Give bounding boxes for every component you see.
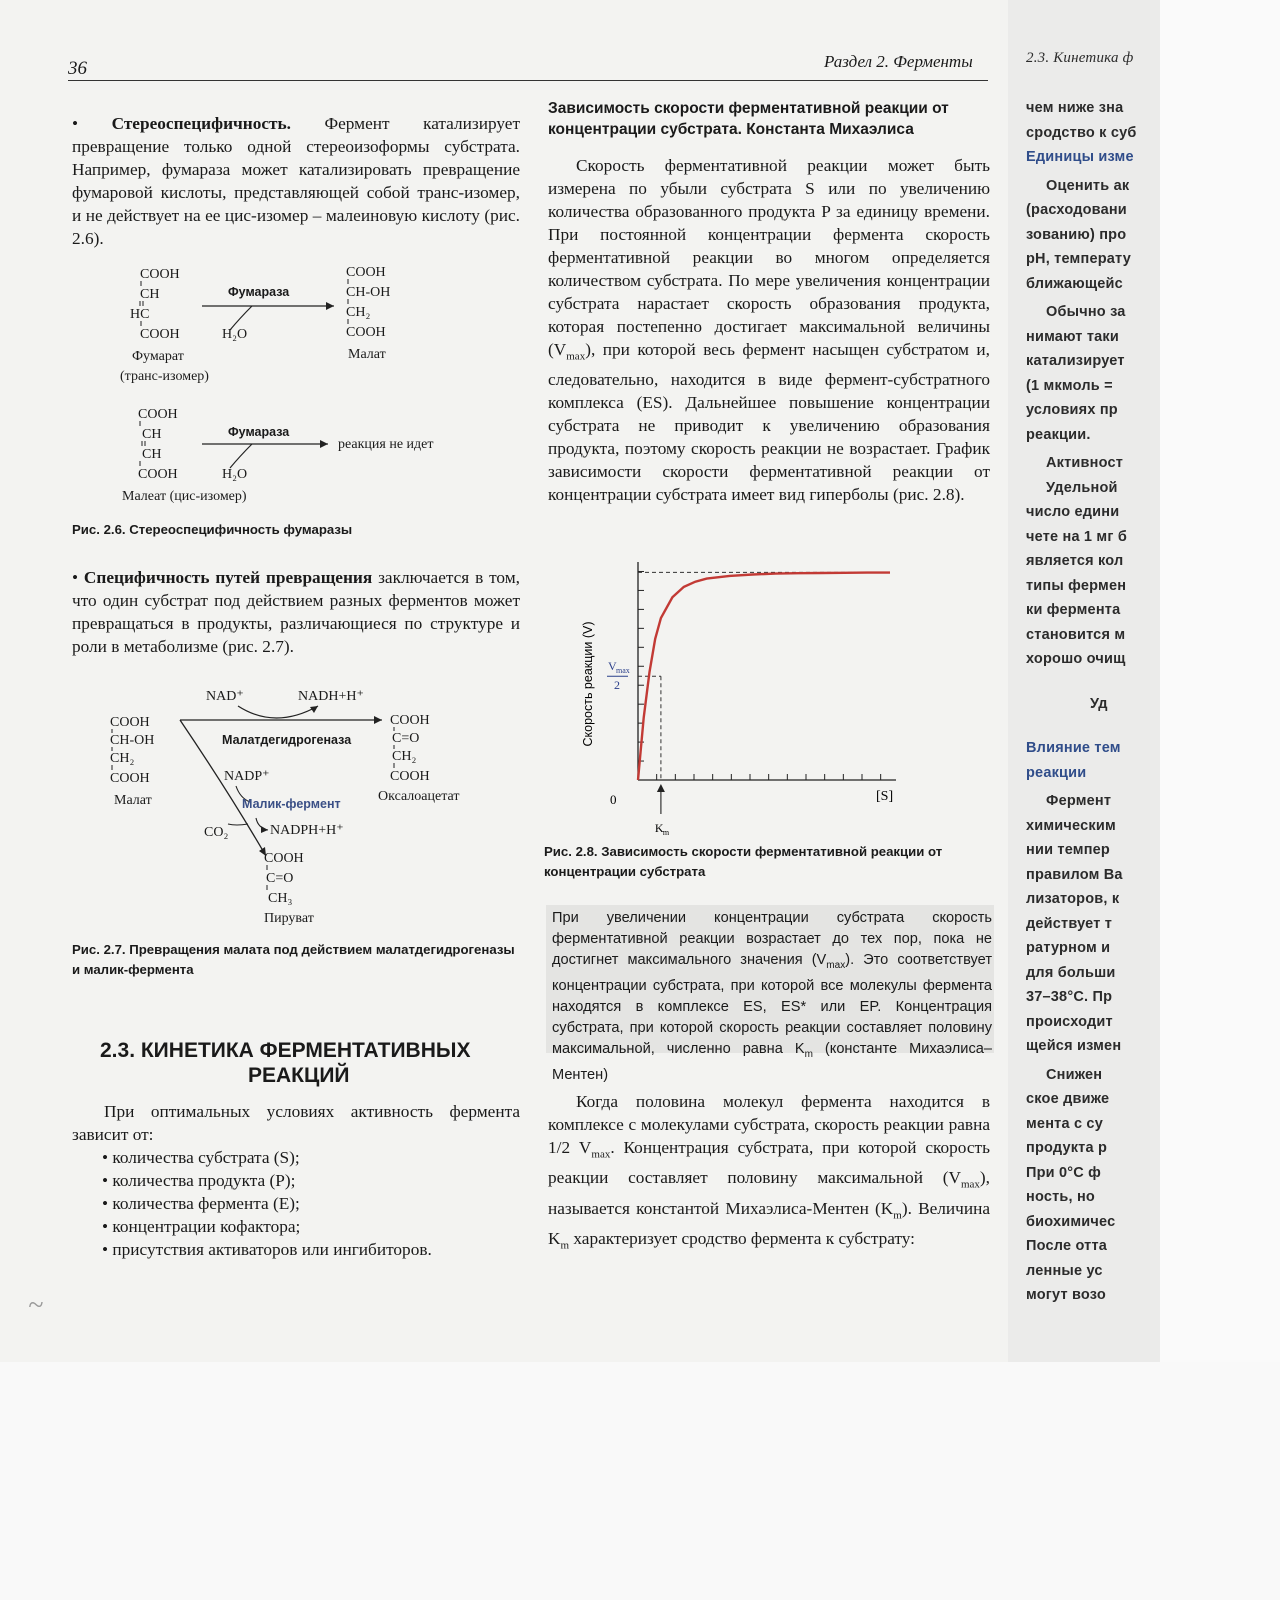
malate-choh: CH-OH bbox=[110, 733, 155, 748]
water-top: H₂O bbox=[222, 327, 248, 342]
next-page-line: химическим bbox=[1026, 817, 1116, 834]
next-page-line: нимают таки bbox=[1026, 328, 1119, 345]
next-page-line: биохимичес bbox=[1026, 1213, 1116, 1230]
maleate-name: Малеат (цис-изомер) bbox=[122, 489, 247, 504]
figure-2-8-caption: Рис. 2.8. Зависимость скорости ферментативной реакции от концентрации субстрата bbox=[544, 844, 943, 879]
next-page-line: для больши bbox=[1026, 964, 1116, 981]
next-page-line: ское движе bbox=[1026, 1091, 1110, 1107]
fumarate-cooh-top: COOH bbox=[140, 267, 180, 282]
oxaloacetate-cooh-bottom: COOH bbox=[390, 769, 430, 784]
list-item: • концентрации кофактора; bbox=[102, 1217, 301, 1236]
saturation-curve bbox=[638, 573, 890, 780]
y-axis-label: Скорость реакции (V) bbox=[581, 621, 595, 747]
next-page-line: условиях пр bbox=[1026, 402, 1118, 418]
maleate-cooh-top: COOH bbox=[138, 407, 178, 422]
malate-ch2: CH₂ bbox=[346, 305, 371, 320]
figure-2-6-caption: Рис. 2.6. Стереоспецифичность фумаразы bbox=[72, 522, 353, 537]
next-page-line: pH, температу bbox=[1026, 251, 1131, 267]
x-axis-label: [S] bbox=[876, 789, 894, 804]
next-page-line: 37–38°C. Пр bbox=[1026, 989, 1113, 1005]
next-page-line: катализирует bbox=[1026, 353, 1125, 369]
next-page-line: После отта bbox=[1026, 1238, 1108, 1254]
next-page-line: является кол bbox=[1026, 553, 1124, 569]
list-item: • присутствия активаторов или ингибиторов. bbox=[102, 1240, 432, 1259]
next-page-line: ность, но bbox=[1026, 1189, 1095, 1205]
next-page-line: Удельной bbox=[1046, 479, 1118, 496]
malate-name-top: Малат bbox=[348, 347, 386, 362]
list-item: • количества продукта (P); bbox=[102, 1171, 296, 1190]
next-page-line: нии темпер bbox=[1026, 842, 1110, 858]
x-ticks bbox=[657, 774, 881, 780]
next-page-line: Обычно за bbox=[1046, 304, 1126, 320]
next-page-line: чем ниже зна bbox=[1026, 100, 1124, 116]
next-page-line: Снижен bbox=[1046, 1066, 1103, 1083]
next-page-line: (расходовани bbox=[1026, 202, 1127, 218]
fumarase-label-bottom: Фумараза bbox=[228, 425, 290, 439]
half-vmax-label bbox=[607, 659, 630, 692]
oxaloacetate-ch2: CH₂ bbox=[392, 749, 417, 764]
malate-cooh-top: COOH bbox=[110, 715, 150, 730]
svg-text:max: max bbox=[616, 666, 630, 676]
fumarate-cooh-bottom: COOH bbox=[140, 327, 180, 342]
origin-label: 0 bbox=[610, 792, 617, 807]
running-head: Раздел 2. Ферменты bbox=[824, 52, 973, 71]
next-page-line: Активност bbox=[1046, 455, 1124, 471]
malate-ch2: CH₂ bbox=[110, 751, 135, 766]
next-page-line: ки фермента bbox=[1026, 602, 1121, 618]
km-arrow-head bbox=[657, 784, 665, 792]
maleate-ch2: CH bbox=[142, 447, 162, 462]
figure-2-7 bbox=[100, 684, 500, 936]
next-page-line: Влияние тем bbox=[1026, 740, 1121, 756]
next-page-line: могут возо bbox=[1026, 1287, 1106, 1303]
next-page-line: мента с су bbox=[1026, 1115, 1103, 1132]
malic-enzyme-label: Малик-фермент bbox=[242, 797, 341, 811]
malate-cooh-bottom: COOH bbox=[346, 325, 386, 340]
stereospecificity-term: Стереоспецифичность. bbox=[111, 114, 291, 133]
nadp-label: NADP⁺ bbox=[224, 769, 270, 784]
next-page-line: Уд bbox=[1090, 695, 1108, 712]
svg-text:V: V bbox=[608, 659, 617, 674]
next-page-line: число едини bbox=[1026, 504, 1120, 520]
activity-factors bbox=[72, 1100, 520, 1261]
next-page-line: происходит bbox=[1026, 1013, 1113, 1030]
path-specificity-paragraph: • Специфичность путей превращения заключается в том, что один субстрат под действием разных ферментов может превращаться в продукты, различающиеся по структуре и роли в метаболизме (рис. 2.7). bbox=[72, 568, 520, 656]
figure-2-8-chart bbox=[574, 548, 900, 838]
next-page-line: щейся измен bbox=[1026, 1038, 1122, 1054]
next-page-line: Фермент bbox=[1046, 793, 1112, 809]
km-paragraph: Когда половина молекул фермента находится в комплексе с молекулами субстрата, скорость реакции равна 1/2 $V_{max}$. Концентрация субстрата, при которой скорость реакции составляет половину максимальной $(V_{max})$, называется константой Михаэлиса-Ментен $(K_m)$. Величина $K_m$ характеризует сродство фермента к субстрату: bbox=[548, 1092, 991, 1252]
subheading: Зависимость скорости ферментативной реакции от концентрации субстрата. Константа Михаэлиса bbox=[548, 100, 949, 138]
maleate-ch1: CH bbox=[142, 427, 162, 442]
next-page-head: 2.3. Кинетика ф bbox=[1026, 50, 1134, 66]
section-title: 2.3. КИНЕТИКА ФЕРМЕНТАТИВНЫХ РЕАКЦИЙ bbox=[100, 1039, 471, 1087]
next-page-line: продукта р bbox=[1026, 1140, 1108, 1156]
svg-text:2: 2 bbox=[614, 678, 620, 693]
km-label bbox=[655, 821, 670, 837]
figure-2-7-caption: Рис. 2.7. Превращения малата под действием малатдегидрогеназы и малик-фермента bbox=[72, 942, 515, 977]
oxaloacetate-name: Оксалоацетат bbox=[378, 789, 460, 804]
next-page-line: лизаторов, к bbox=[1026, 891, 1120, 907]
fumarase-label-top: Фумараза bbox=[228, 285, 290, 299]
next-page-line: чете на 1 мг б bbox=[1026, 528, 1127, 545]
activity-intro: При оптимальных условиях активность фермента зависит от: bbox=[72, 1102, 520, 1144]
scanner-margin bbox=[1160, 0, 1280, 1362]
next-page-line: зованию) про bbox=[1026, 226, 1127, 243]
co2-label: CO₂ bbox=[204, 825, 229, 840]
pyruvate-name: Пируват bbox=[264, 911, 314, 926]
next-page-line: становится м bbox=[1026, 626, 1126, 643]
next-page-line: ленные ус bbox=[1026, 1262, 1103, 1279]
list-item: • количества субстрата (S); bbox=[102, 1148, 300, 1167]
next-page-line: действует т bbox=[1026, 915, 1113, 932]
next-page-line: хорошо очищ bbox=[1026, 651, 1126, 667]
next-page-line: реакции. bbox=[1026, 426, 1091, 443]
figure-2-6 bbox=[72, 258, 512, 534]
svg-text:K: K bbox=[654, 821, 664, 835]
stereospecificity-paragraph: • Стереоспецифичность. Фермент катализирует превращение только одной стереоизоформы субстрата. Например, фумараза может катализировать превращение фумаровой кислоты, представляющей собой транс-изомер, и не действует на ее цис-изомер – малеиновую кислоту (рис. 2.6). bbox=[72, 114, 521, 248]
malate-cooh-top: COOH bbox=[346, 265, 386, 280]
pyruvate-cooh: COOH bbox=[264, 851, 304, 866]
fumarate-note: (транс-изомер) bbox=[120, 369, 209, 384]
oxaloacetate-cooh-top: COOH bbox=[390, 713, 430, 728]
pyruvate-ch3: CH₃ bbox=[268, 891, 293, 906]
no-reaction-label: реакция не идет bbox=[338, 437, 434, 452]
next-page-line: реакции bbox=[1026, 764, 1087, 781]
fumarate-ch: CH bbox=[140, 287, 160, 302]
next-page-line: Единицы изме bbox=[1026, 149, 1134, 165]
fumarate-name: Фумарат bbox=[132, 349, 184, 364]
pyruvate-co: C=O bbox=[266, 871, 294, 886]
next-page-line: ближающейс bbox=[1026, 275, 1123, 292]
nadph-label: NADPH+H⁺ bbox=[270, 823, 344, 838]
oxaloacetate-co: C=O bbox=[392, 731, 420, 746]
next-page-line: Оценить ак bbox=[1046, 177, 1130, 194]
page-number: 36 bbox=[68, 58, 87, 79]
highlight-box-text: При увеличении концентрации субстрата скорость ферментативной реакции возрастает до тех пор, пока не достигнет максимального значения $(V_{max})$. Это соответствует концентрации субстрата, при которой все молекулы фермента находятся в комплексе ES, ES* или EP. Концентрация субстрата, при которой скорость реакции составляет половину максимальной, численно равна $K_m$ (константе Михаэлиса–Ментен) bbox=[552, 910, 992, 1084]
fumarate-hc: HC bbox=[130, 307, 150, 322]
water-bottom: H₂O bbox=[222, 467, 248, 482]
next-page-line: ратурном и bbox=[1026, 940, 1111, 956]
list-item: • количества фермента (E); bbox=[102, 1194, 300, 1213]
malate-cooh-bottom: COOH bbox=[110, 771, 150, 786]
pencil-mark: ~ bbox=[28, 1290, 44, 1321]
scanner-background bbox=[0, 1362, 1280, 1600]
malate-choh: CH-OH bbox=[346, 285, 391, 300]
nadh-label: NADH+H⁺ bbox=[298, 689, 364, 704]
next-page-line: сродство к суб bbox=[1026, 124, 1137, 141]
malate-name: Малат bbox=[114, 793, 152, 808]
next-page-line: При 0°C ф bbox=[1026, 1164, 1102, 1181]
next-page-line: (1 мкмоль = bbox=[1026, 377, 1113, 394]
maleate-cooh-bottom: COOH bbox=[138, 467, 178, 482]
malate-dehydrogenase-label: Малатдегидрогеназа bbox=[222, 733, 352, 747]
kinetics-paragraph: Скорость ферментативной реакции может быть измерена по убыли субстрата S или по увеличению количества образованного продукта P за единицу времени. При постоянной концентрации фермента скорость ферментативной реакции во многом определяется количеством субстрата. По мере увеличения концентрации субстрата нарастает скорость образования продукта, которая постепенно достигает максимальной величины $(V_{max})$, при которой весь фермент насыщен субстратом и, следовательно, находится в виде фермент-субстратного комплекса (ES). Дальнейшее повышение концентрации субстрата не приводит к увеличению образования продукта, поэтому скорость реакции не возрастает. График зависимости скорости ферментативной реакции от концентрации субстрата имеет вид гиперболы (рис. 2.8). bbox=[548, 156, 990, 505]
next-page-line: правилом Ва bbox=[1026, 866, 1123, 883]
next-page-line: типы фермен bbox=[1026, 577, 1127, 594]
nad-label: NAD⁺ bbox=[206, 689, 244, 704]
header-rule bbox=[68, 80, 988, 81]
path-specificity-term: Специфичность путей превращения bbox=[83, 568, 373, 587]
svg-text:m: m bbox=[662, 828, 670, 837]
